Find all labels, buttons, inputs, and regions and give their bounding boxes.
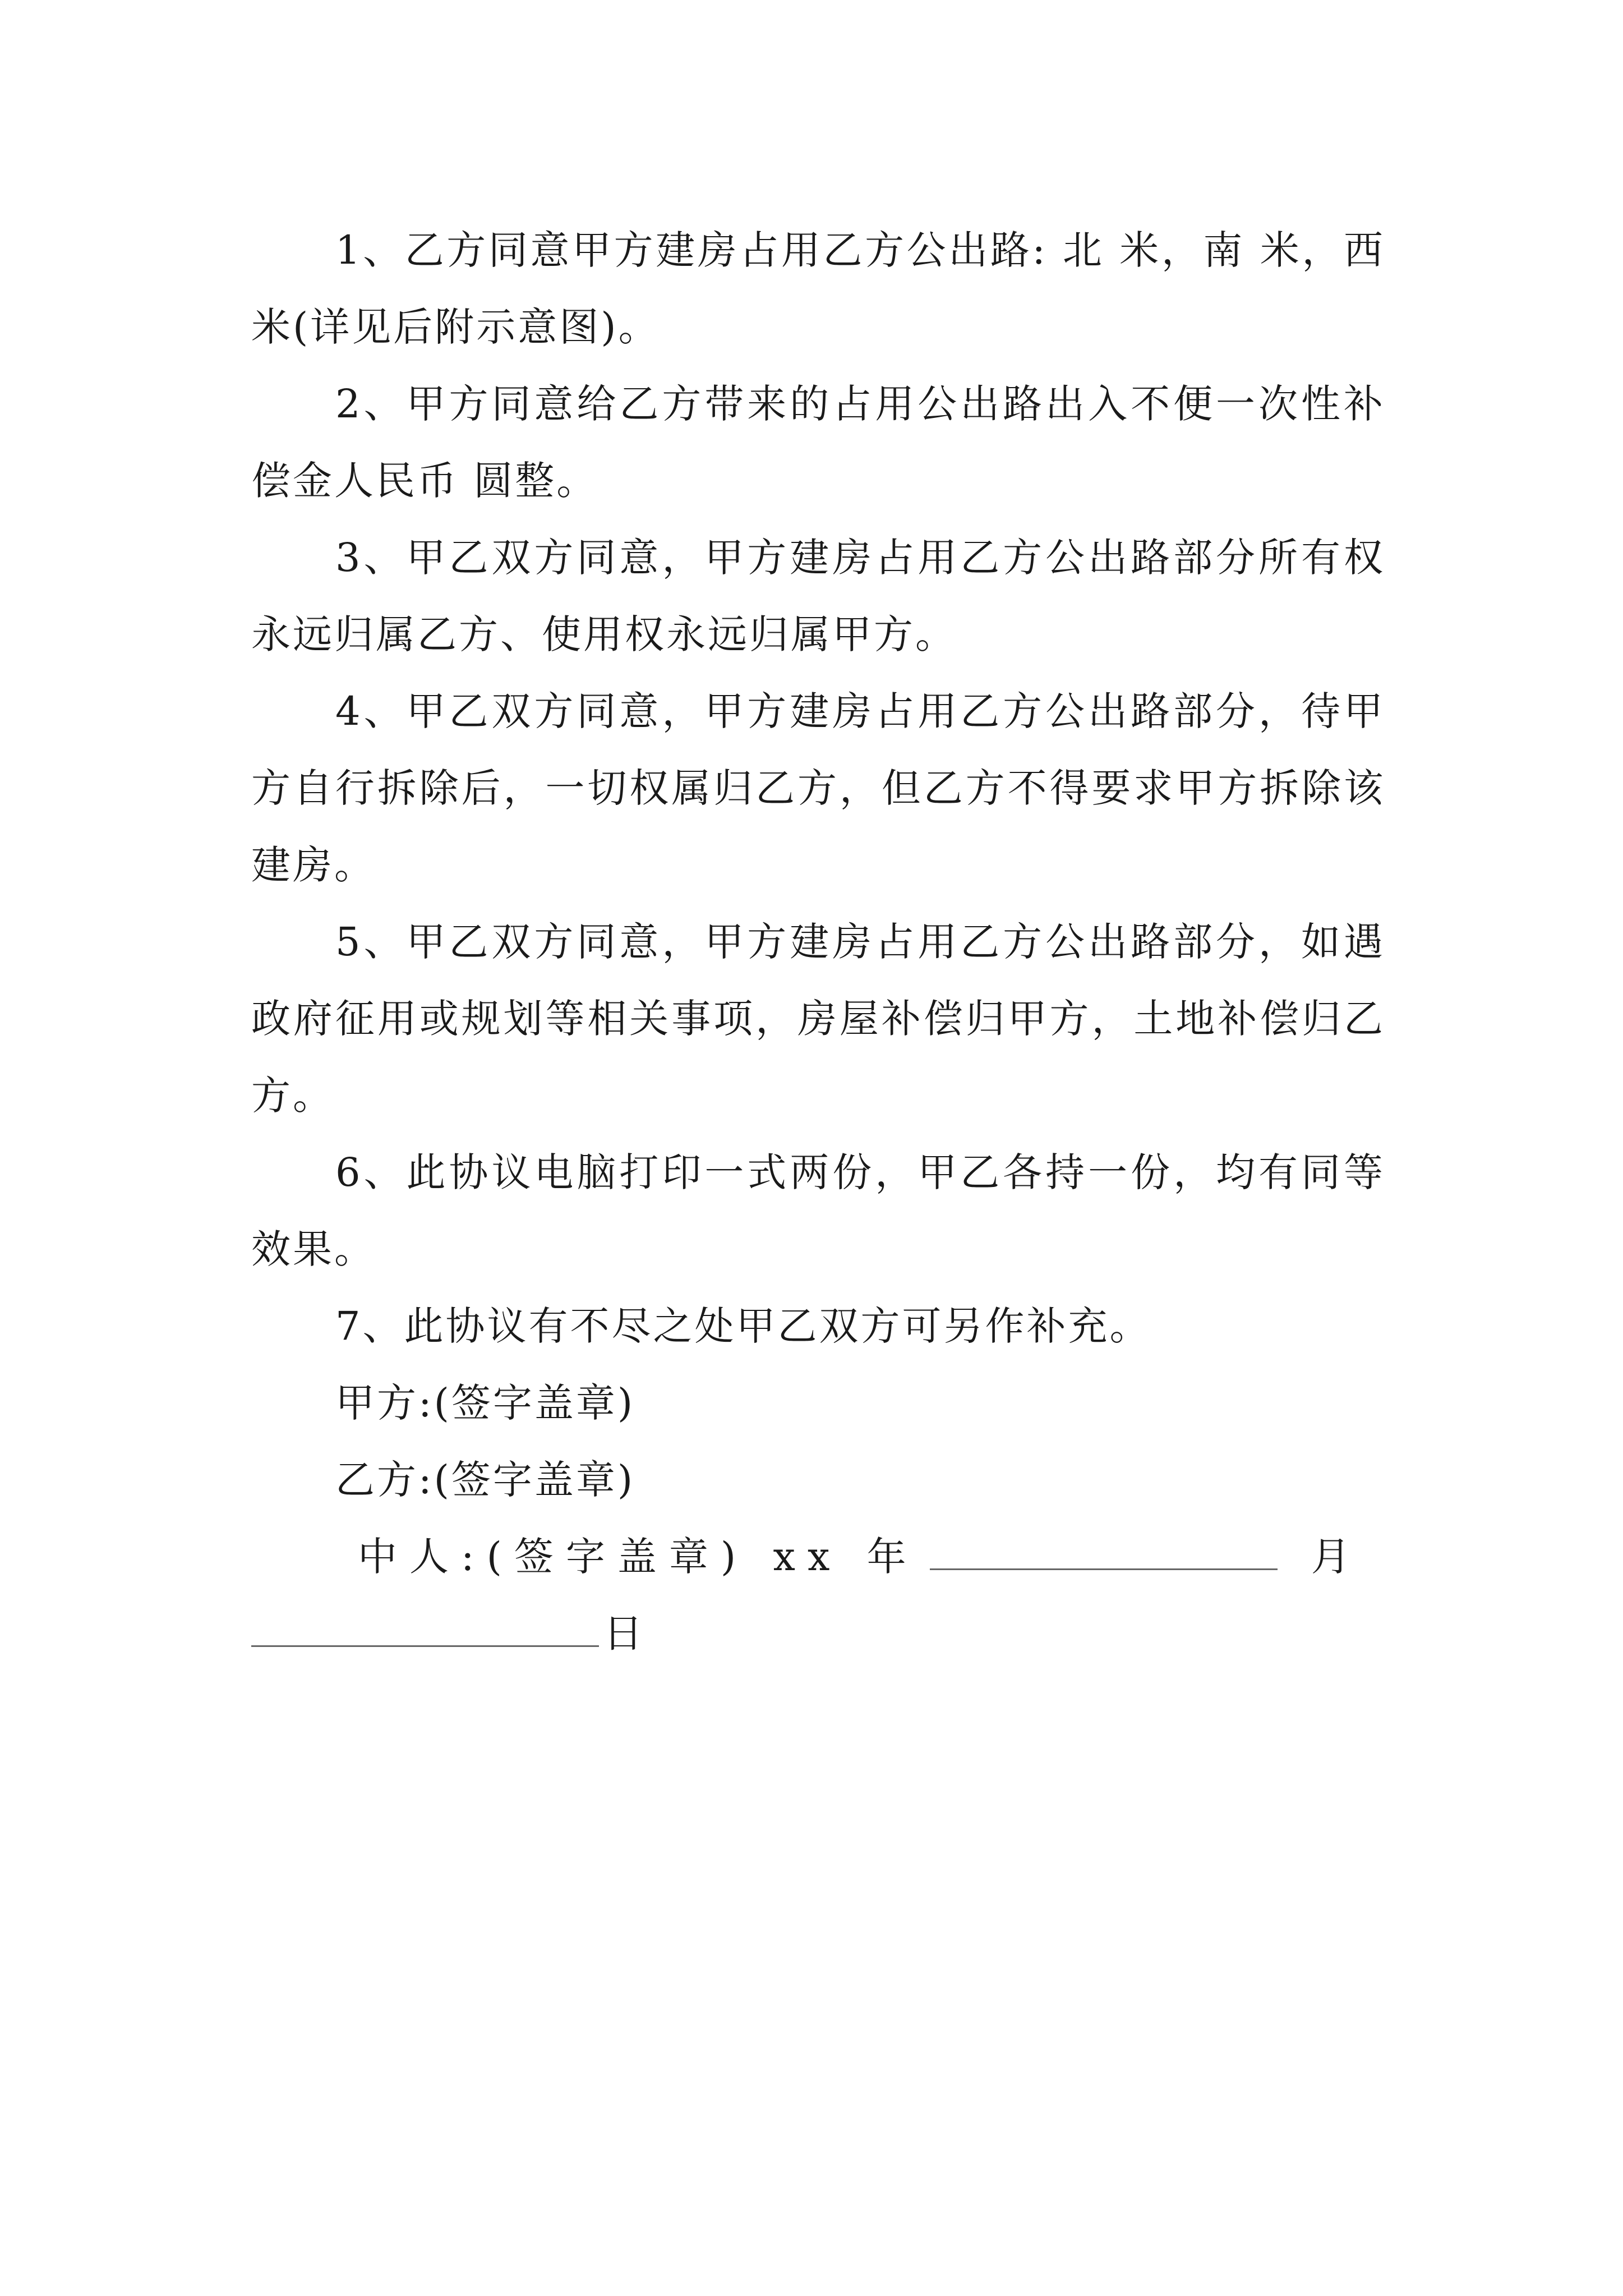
day-blank	[251, 1609, 599, 1647]
clause-3: 3、甲乙双方同意，甲方建房占用乙方公出路部分所有权永远归属乙方、使用权永远归属甲方。	[251, 535, 1385, 657]
clause-4: 4、甲乙双方同意，甲方建房占用乙方公出路部分，待甲方自行拆除后，一切权属归乙方，但乙方不得要求甲方拆除该建房。	[251, 688, 1385, 888]
month-label: 月	[1311, 1534, 1363, 1580]
party-b-signature: 乙方:(签字盖章)	[335, 1457, 635, 1503]
day-label: 日	[603, 1611, 645, 1657]
document-body	[251, 212, 1385, 1672]
witness-signature: 中人:(签字盖章)	[358, 1534, 749, 1580]
clause-1: 1、乙方同意甲方建房占用乙方公出路: 北 米，南 米，西 米(详见后附示意图)。	[251, 227, 1385, 350]
clause-2: 2、甲方同意给乙方带来的占用公出路出入不便一次性补偿金人民币 圆整。	[251, 381, 1385, 504]
year-label: xx 年	[773, 1534, 919, 1580]
party-a-signature: 甲方:(签字盖章)	[335, 1380, 635, 1426]
day-line	[251, 1595, 1385, 1672]
month-blank	[930, 1533, 1278, 1570]
witness-date-line	[251, 1519, 1385, 1595]
clause-6: 6、此协议电脑打印一式两份，甲乙各持一份，均有同等效果。	[251, 1149, 1385, 1272]
clause-7: 7、此协议有不尽之处甲乙双方可另作补充。	[335, 1303, 1151, 1349]
clause-5: 5、甲乙双方同意，甲方建房占用乙方公出路部分，如遇政府征用或规划等相关事项，房屋补偿归甲方，土地补偿归乙方。	[251, 919, 1385, 1119]
